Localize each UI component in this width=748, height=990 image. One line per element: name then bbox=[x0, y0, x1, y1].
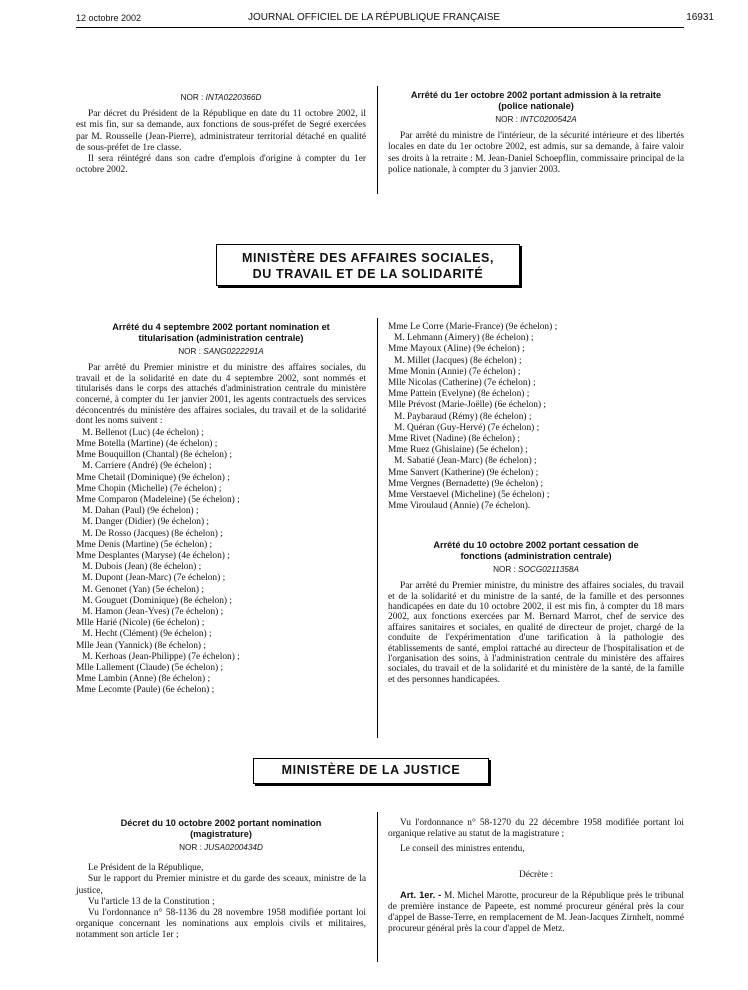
decret-paragraph: Vu l'ordonnance n° 58-1270 du 22 décembre 1958 modifiée portant loi organique relative au statut de la magistrature ; bbox=[388, 818, 684, 840]
arrete-september-section bbox=[76, 322, 366, 697]
list-item: M. Paybaraud (Rémy) (8e échelon) ; bbox=[394, 411, 532, 422]
decret-paragraph: Vu l'article 13 de la Constitution ; bbox=[88, 896, 215, 907]
decret-paragraph: Vu l'ordonnance n° 58-1136 du 28 novembre 1958 modifiée portant loi organique concernant les nominations aux emplois civils et militaires, notamment son article 1er ; bbox=[76, 908, 366, 941]
list-item: Mme Pattein (Evelyne) (8e échelon) ; bbox=[388, 389, 530, 400]
list-item: M. Bellenot (Luc) (4e échelon) ; bbox=[82, 427, 204, 438]
list-item: Mme Rivet (Nadine) (8e échelon) ; bbox=[388, 434, 520, 445]
list-item: M. Hamon (Jean-Yves) (7e échelon) ; bbox=[82, 607, 224, 618]
list-item: Mme Vergnes (Bernadette) (9e échelon) ; bbox=[388, 478, 544, 489]
column-divider-bottom bbox=[377, 812, 378, 962]
decree-paragraph: Il sera réintégré dans son cadre d'emplois d'origine à compter du 1er octobre 2002. bbox=[76, 154, 366, 176]
list-item: M. Kerhoas (Jean-Philippe) (7e échelon) ; bbox=[82, 651, 240, 662]
list-item: Mme Viroulaud (Annie) (7e échelon). bbox=[388, 501, 531, 512]
list-item: Mme Chopin (Michelle) (7e échelon) ; bbox=[76, 483, 222, 494]
list-item: Mme Mayoux (Aline) (9e échelon) ; bbox=[388, 344, 525, 355]
nor-reference: NOR : INTC0200542A bbox=[495, 115, 577, 124]
decret-paragraph: Le Président de la République, bbox=[88, 863, 204, 874]
ministry-line: DU TRAVAIL ET DE LA SOLIDARITÉ bbox=[252, 267, 484, 281]
article-text: M. Michel Marotte, procureur de la République près le tribunal de première instance de Papeete, est nommé procureur général près la cour d'appel de Basse-Terre, en remplacement de M. Jean-Jacques Zirnhelt, nommé procureur général près la cour d'appel de Metz. bbox=[388, 890, 685, 935]
list-item: Mme Sanvert (Katherine) (9e échelon) ; bbox=[388, 467, 539, 478]
decret-paragraph: Le conseil des ministres entendu, bbox=[400, 844, 525, 855]
arrete-intro: Par arrêté du Premier ministre et du ministre des affaires sociales, du travail et de la solidarité en date du 4 septembre 2002, sont nommés et titularisés dans le corps des attachés d'administration centrale du ministère concerné, à compter du 1er janvier 2001, les agents contractuels des services déconcentrés du ministère des affaires sociales, du travail et de la solidarité dont les noms suivent : bbox=[76, 363, 366, 427]
column-divider-middle bbox=[377, 318, 378, 738]
arrete-title: Arrêté du 1er octobre 2002 portant admission à la retraite (police nationale) bbox=[410, 90, 662, 111]
list-item: Mme Lambin (Anne) (8e échelon) ; bbox=[76, 674, 211, 685]
decree-paragraph: Par décret du Président de la République en date du 11 octobre 2002, il est mis fin, sur sa demande, aux fonctions de sous-préfet de Segré exercées par M. Rousselle (Jean-Pierre), administrateur territorial détaché en qualité de sous-préfet de 1re classe. bbox=[76, 109, 366, 153]
list-item: Mlle Lallement (Claude) (5e échelon) ; bbox=[76, 663, 224, 674]
article-label: Art. 1er. - bbox=[400, 888, 442, 900]
page-header bbox=[0, 10, 748, 26]
arrete-september-continued bbox=[388, 322, 684, 512]
nor-reference: NOR : SANG0222291A bbox=[178, 347, 264, 356]
list-item: Mme Ruez (Ghislaine) (5e échelon) ; bbox=[388, 445, 528, 456]
list-item: Mme Denis (Martine) (5e échelon) ; bbox=[76, 539, 213, 550]
article-1 bbox=[388, 889, 684, 936]
top-right-section bbox=[388, 90, 684, 176]
list-item: Mme Botella (Martine) (4e échelon) ; bbox=[76, 438, 218, 449]
list-item: M. Dahan (Paul) (9e échelon) ; bbox=[82, 506, 199, 517]
decret-title: Décret du 10 octobre 2002 portant nomination (magistrature) bbox=[120, 818, 322, 839]
arrete-paragraph: Par arrêté du Premier ministre, du ministre des affaires sociales, du travail et de la solidarité et du ministre de la santé, de la famille et des personnes handicapées en date du 10 octobre 2002, il est mis fin, à compter du 18 mars 2002, aux fonctions exercées par M. Bernard Marrot, chef de service des affaires sanitaires et sociales, en qualité de directeur de projet, chargé de la conduite de l'expérimentation d'une tarification à la pathologie des établissements de santé, emploi rattaché au directeur de l'hospitalisation et de l'organisation des soins, à l'administration centrale du ministère des affaires sociales, du travail et de la solidarité et du ministère de la santé, de la famille et des personnes handicapées. bbox=[388, 581, 684, 685]
decrete-heading: Décrète : bbox=[518, 869, 554, 880]
list-item: Mlle Nicolas (Catherine) (7e échelon) ; bbox=[388, 378, 536, 389]
nomination-list-right bbox=[388, 322, 684, 512]
list-item: M. De Rosso (Jacques) (8e échelon) ; bbox=[82, 528, 223, 539]
list-item: M. Gouguet (Dominique) (8e échelon) ; bbox=[82, 595, 232, 606]
list-item: Mme Le Corre (Marie-France) (9e échelon) ; bbox=[388, 322, 558, 332]
header-rule bbox=[76, 27, 684, 28]
list-item: M. Dupont (Jean-Marc) (7e échelon) ; bbox=[82, 573, 226, 584]
list-item: Mme Bouquillon (Chantal) (8e échelon) ; bbox=[76, 450, 232, 461]
column-divider-top bbox=[377, 86, 378, 194]
list-item: Mme Verstaevel (Micheline) (5e échelon) ; bbox=[388, 490, 550, 501]
header-journal-title: JOURNAL OFFICIEL DE LA RÉPUBLIQUE FRANÇAISE bbox=[247, 12, 501, 23]
list-item: Mlle Harié (Nicole) (6e échelon) ; bbox=[76, 618, 205, 629]
arrete-paragraph: Par arrêté du ministre de l'intérieur, de la sécurité intérieure et des libertés locales en date du 1er octobre 2002, est admis, sur sa demande, à faire valoir ses droits à la retraite : M. Jean-Daniel Schoepflin, commissaire principal de la police nationale, à compter du 3 janvier 2003. bbox=[388, 131, 684, 175]
ministry-heading-social-affairs bbox=[216, 244, 520, 286]
list-item: M. Genonet (Yan) (5e échelon) ; bbox=[82, 584, 204, 595]
nor-reference: NOR : INTA0220366D bbox=[180, 93, 262, 102]
header-date: 12 octobre 2002 bbox=[76, 13, 142, 23]
ministry-heading-justice: MINISTÈRE DE LA JUSTICE bbox=[253, 758, 489, 784]
nor-reference: NOR : SOCG0211358A bbox=[493, 565, 579, 574]
decret-right-section bbox=[388, 818, 684, 936]
list-item: M. Sabatié (Jean-Marc) (8e échelon) ; bbox=[394, 456, 537, 467]
nor-reference: NOR : JUSA0200434D bbox=[179, 843, 263, 852]
header-page-number: 16931 bbox=[686, 12, 714, 23]
list-item: M. Carriere (André) (9e échelon) ; bbox=[82, 461, 212, 472]
top-left-section bbox=[76, 90, 366, 176]
arrete-title: Arrêté du 10 octobre 2002 portant cessation de fonctions (administration centrale) bbox=[433, 540, 639, 561]
list-item: Mme Comparon (Madeleine) (5e échelon) ; bbox=[76, 494, 240, 505]
decret-paragraph: Sur le rapport du Premier ministre et du garde des sceaux, ministre de la justice, bbox=[76, 874, 366, 896]
list-item: M. Dubois (Jean) (8e échelon) ; bbox=[82, 562, 202, 573]
list-item: Mme Monin (Annie) (7e échelon) ; bbox=[388, 366, 521, 377]
decret-left-section bbox=[76, 818, 366, 942]
list-item: Mme Desplantes (Maryse) (4e échelon) ; bbox=[76, 551, 230, 561]
arrete-title: Arrêté du 4 septembre 2002 portant nomination et titularisation (administration centrale) bbox=[112, 322, 330, 343]
arrete-october-section bbox=[388, 540, 684, 685]
list-item: M. Hecht (Clément) (9e échelon) ; bbox=[82, 629, 212, 640]
list-item: M. Millet (Jacques) (8e échelon) ; bbox=[394, 355, 522, 366]
list-item: M. Danger (Didier) (9e échelon) ; bbox=[82, 517, 210, 528]
list-item: M. Quéran (Guy-Hervé) (7e échelon) ; bbox=[394, 422, 540, 433]
list-item: Mlle Jean (Yannick) (8e échelon) ; bbox=[76, 640, 206, 651]
list-item: Mme Lecomte (Paule) (6e échelon) ; bbox=[76, 685, 215, 696]
nomination-list-left bbox=[76, 428, 366, 697]
ministry-line: MINISTÈRE DES AFFAIRES SOCIALES, bbox=[241, 251, 495, 265]
list-item: Mlle Prévost (Marie-Joëlle) (6e échelon) ; bbox=[388, 400, 547, 411]
list-item: Mme Chetail (Dominique) (9e échelon) ; bbox=[76, 472, 230, 483]
list-item: M. Lehmann (Aimery) (8e échelon) ; bbox=[394, 333, 534, 344]
